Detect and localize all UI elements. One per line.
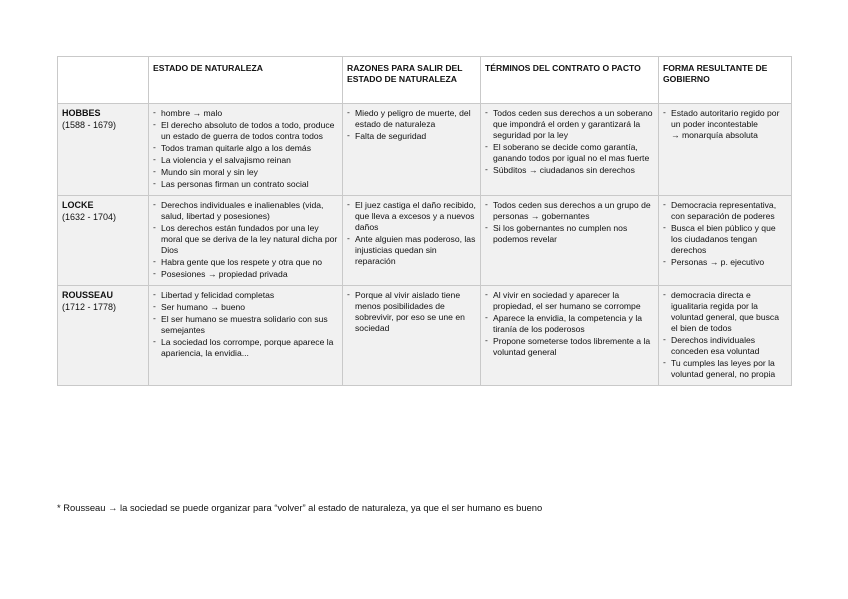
forma-list (663, 108, 787, 141)
estado-cell (149, 196, 343, 286)
list-item: - Súbditos → ciudadanos sin derechos (485, 165, 654, 176)
list-item: - Posesiones → propiedad privada (153, 269, 338, 280)
list-item: - Busca el bien público y que los ciudadanos tengan derechos (663, 223, 787, 256)
estado-list (153, 290, 338, 359)
forma-cell (659, 286, 792, 386)
list-item: - Todos traman quitarle algo a los demás (153, 143, 338, 154)
philosopher-cell (58, 196, 149, 286)
list-item: - Miedo y peligro de muerte, del estado de naturaleza (347, 108, 476, 130)
header-terminos: TÉRMINOS DEL CONTRATO O PACTO (481, 57, 659, 104)
list-item: - El juez castiga el daño recibido, que lleva a excesos y a nuevos daños (347, 200, 476, 233)
philosopher-name: LOCKE (62, 200, 94, 210)
list-item: - Libertad y felicidad completas (153, 290, 338, 301)
list-item: - El soberano se decide como garantía, ganando todos por igual no el mas fuerte (485, 142, 654, 164)
social-contract-table (57, 56, 792, 386)
razones-list (347, 108, 476, 142)
table-row-rousseau (58, 286, 792, 386)
forma-list (663, 290, 787, 380)
terminos-list (485, 290, 654, 358)
list-item: - Derechos individuales conceden esa voluntad (663, 335, 787, 357)
philosopher-years: (1588 - 1679) (62, 119, 117, 130)
list-item: - Todos ceden sus derechos a un soberano que impondrá el orden y garantizará la seguridad por la ley (485, 108, 654, 141)
table-row-locke (58, 196, 792, 286)
estado-list (153, 108, 338, 190)
terminos-cell (481, 104, 659, 196)
list-item: - La sociedad los corrompe, porque aparece la apariencia, la envidia... (153, 337, 338, 359)
list-item: - Los derechos están fundados por una ley moral que se deriva de la ley natural dicha por Dios (153, 223, 338, 256)
list-item: - Aparece la envidia, la competencia y la tiranía de los poderosos (485, 313, 654, 335)
forma-cell (659, 104, 792, 196)
header-estado: ESTADO DE NATURALEZA (149, 57, 343, 104)
philosopher-cell (58, 286, 149, 386)
razones-cell (343, 196, 481, 286)
list-item: - Tu cumples las leyes por la voluntad general, no propia (663, 358, 787, 380)
list-item: - Porque al vivir aislado tiene menos posibilidades de sobrevivir, por eso se une en sociedad (347, 290, 476, 334)
list-item: - Al vivir en sociedad y aparecer la propiedad, el ser humano se corrompe (485, 290, 654, 312)
footnote: * Rousseau → la sociedad se puede organizar para “volver” al estado de naturaleza, ya que el ser humano es bueno (57, 502, 543, 513)
list-item: - hombre → malo (153, 108, 338, 119)
philosopher-name: HOBBES (62, 108, 101, 118)
list-item: - Habra gente que los respete y otra que no (153, 257, 338, 268)
header-razones: RAZONES PARA SALIR DEL ESTADO DE NATURALEZA (343, 57, 481, 104)
terminos-list (485, 200, 654, 245)
philosopher-cell (58, 104, 149, 196)
list-item: - Derechos individuales e inalienables (vida, salud, libertad y posesiones) (153, 200, 338, 222)
philosopher-years: (1632 - 1704) (62, 211, 117, 222)
razones-list (347, 290, 476, 334)
list-item: - democracia directa e igualitaria regida por la voluntad general, que busca el bien de todos (663, 290, 787, 334)
list-item: - El ser humano se muestra solidario con sus semejantes (153, 314, 338, 336)
list-item: - Propone someterse todos libremente a la voluntad general (485, 336, 654, 358)
philosopher-name: ROUSSEAU (62, 290, 114, 300)
list-item: - Estado autoritario regido por un poder incontestable → monarquía absoluta (663, 108, 787, 141)
forma-cell (659, 196, 792, 286)
terminos-cell (481, 196, 659, 286)
list-item: - La violencia y el salvajismo reinan (153, 155, 338, 166)
list-item: - Mundo sin moral y sin ley (153, 167, 338, 178)
razones-cell (343, 286, 481, 386)
list-item: - Falta de seguridad (347, 131, 476, 142)
philosopher-years: (1712 - 1778) (62, 301, 117, 312)
razones-cell (343, 104, 481, 196)
list-item: - Todos ceden sus derechos a un grupo de personas → gobernantes (485, 200, 654, 222)
header-row (58, 57, 792, 104)
list-item: - Democracia representativa, con separación de poderes (663, 200, 787, 222)
terminos-list (485, 108, 654, 176)
razones-list (347, 200, 476, 267)
header-forma: FORMA RESULTANTE DE GOBIERNO (659, 57, 792, 104)
list-item: - Si los gobernantes no cumplen nos podemos revelar (485, 223, 654, 245)
estado-list (153, 200, 338, 280)
header-corner (58, 57, 149, 104)
list-item: - Ser humano → bueno (153, 302, 338, 313)
terminos-cell (481, 286, 659, 386)
list-item: - Ante alguien mas poderoso, las injusticias quedan sin reparación (347, 234, 476, 267)
list-item: - El derecho absoluto de todos a todo, produce un estado de guerra de todos contra todos (153, 120, 338, 142)
list-item: - Las personas firman un contrato social (153, 179, 338, 190)
list-item: - Personas → p. ejecutivo (663, 257, 787, 268)
table-row-hobbes (58, 104, 792, 196)
estado-cell (149, 104, 343, 196)
estado-cell (149, 286, 343, 386)
forma-list (663, 200, 787, 268)
